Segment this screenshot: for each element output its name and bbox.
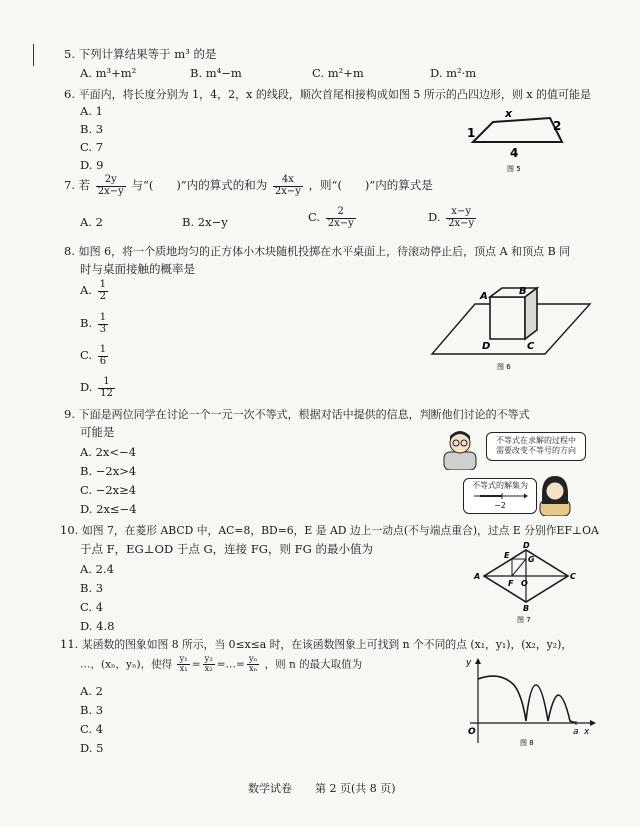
label-O: O (468, 727, 476, 737)
q9-option-b: B. −2x>4 (80, 464, 137, 478)
student-boy-icon (440, 428, 480, 470)
q5-stem (64, 46, 216, 62)
caption-fig7: 图 7 (517, 616, 531, 624)
q11-text-1: 某函数的图象如图 8 所示，当 0≤x≤a 时，在该函数图象上可找到 n 个不同的点 (x₁，y₁)，(x₂，y₂)， (81, 638, 573, 651)
speech-bubble-2 (463, 478, 537, 514)
caption-fig5: 图 5 (507, 165, 521, 173)
q6-number: 6. (64, 87, 75, 101)
q7-mid: 与“( )”内的算式的和为 (131, 178, 268, 192)
q7-post: ，则“( )”内的算式是 (308, 178, 433, 192)
label-A: A (480, 291, 488, 302)
q11-option-d: D. 5 (80, 741, 104, 755)
q6-text: 平面内，将长度分别为 1，4，2，x 的线段，顺次首尾相接构成如图 5 所示的凸四边形，则 x 的值可能是 (78, 88, 592, 101)
q7-frac2-den: 2x−y (274, 185, 301, 197)
q5-text: 下列计算结果等于 m³ 的是 (78, 47, 217, 61)
label-x: x (584, 727, 590, 737)
q11-line1 (60, 637, 572, 652)
q8-opt-c-den: 6 (99, 355, 107, 367)
q8-opt-c-num: 1 (99, 344, 107, 355)
q10-text-1: 如图 7，在菱形 ABCD 中，AC=8，BD=6，E 是 AD 边上一动点(不与端点重合)，过点 E 分别作EF⊥OA (81, 524, 599, 537)
q9-number: 9. (64, 407, 75, 421)
x-axis-arrow (590, 720, 596, 726)
q11-line2: …，(xₙ，yₙ)，使得 $\frac{\text{y₁}}{\text{x₁}}$ = $\frac{\text{y₂}}{\text{x₂}}$ =…= $\frac{\text{yₙ}}{\text{xₙ}}$ ，则 n 的最大取值为 (80, 654, 363, 674)
q8-opt-b-den: 3 (99, 323, 107, 335)
q9-option-c: C. −2x≥4 (80, 483, 137, 497)
q10-line1 (60, 523, 599, 538)
q5-option-a: A. m³+m² (80, 66, 137, 80)
q8-opt-c-label: C. (80, 348, 93, 362)
q8-text-1: 如图 6，将一个质地均匀的正方体小木块随机投掷在水平桌面上，待滚动停止后，顶点 A 和顶点 B 同 (78, 245, 571, 258)
q7-option-a: A. 2 (80, 215, 103, 229)
q9-line1 (64, 406, 530, 422)
q7-pre: 若 (78, 178, 91, 192)
q8-opt-d-den: 12 (100, 387, 113, 399)
label-C: C (570, 572, 576, 581)
label-y: y (466, 658, 472, 668)
q8-opt-c-frac (98, 345, 108, 367)
q8-opt-a-den: 2 (99, 290, 106, 302)
q11-frac-3 (247, 655, 259, 674)
q8-opt-a-frac (98, 280, 108, 302)
q6-stem (64, 86, 591, 102)
label-G: G (528, 555, 535, 564)
figure-5 (455, 105, 585, 175)
label-2: 2 (553, 119, 562, 133)
q8-opt-d-frac (98, 377, 115, 399)
q5-option-d: D. m²·m (430, 66, 477, 80)
label-D: D (523, 541, 530, 550)
q11-frac2-den: x₂ (204, 663, 213, 674)
q7-fraction-1 (96, 175, 126, 197)
q11-frac-2 (203, 655, 215, 674)
q10-option-c: C. 4 (80, 600, 104, 614)
label-A: A (474, 572, 481, 581)
q7-stem (64, 175, 433, 197)
q5-number: 5. (64, 47, 75, 61)
q8-number: 8. (64, 244, 75, 258)
q10-line2: 于点 F，EG⊥OD 于点 G，连接 FG，则 FG 的最小值为 (80, 542, 373, 556)
y-axis-arrow (475, 658, 481, 664)
bubble1-line2: 需要改变不等号的方向 (496, 446, 576, 456)
bubble1-line1: 不等式在求解的过程中 (496, 436, 576, 445)
label-D: D (482, 341, 491, 352)
margin-mark (33, 44, 34, 66)
q11-option-c: C. 4 (80, 722, 104, 736)
footer-subject: 数学试卷 (248, 782, 292, 795)
q5-option-b: B. m⁴−m (190, 66, 242, 80)
q6-option-b: B. 3 (80, 122, 104, 136)
q11-frac3-den: xₙ (248, 663, 258, 674)
bubble2-title: 不等式的解集为 (472, 481, 528, 490)
cube-front (490, 297, 525, 339)
q7-opt-d-den: 2x−y (448, 217, 475, 229)
q8-opt-a-label: A. (80, 283, 92, 297)
q11-frac2-num: y₂ (204, 654, 213, 664)
quadrilateral (473, 118, 562, 142)
label-C: C (527, 341, 535, 352)
q11-option-b: B. 3 (80, 703, 104, 717)
q7-opt-c-den: 2x−y (327, 217, 354, 229)
q9-line2: 可能是 (80, 425, 115, 439)
q7-opt-c-num: 2 (326, 207, 356, 219)
q7-option-c (308, 207, 358, 229)
caption-fig8: 图 8 (520, 739, 534, 747)
q7-frac2-num: 4x (273, 175, 303, 187)
q10-option-a: A. 2.4 (80, 562, 114, 576)
label-x: x (505, 107, 513, 120)
q7-opt-d-num: x−y (446, 207, 476, 219)
q7-opt-d-label: D. (428, 210, 441, 224)
q11-line2-pre: …，(xₙ，yₙ)，使得 (80, 658, 173, 671)
label-1: 1 (467, 126, 476, 140)
q6-option-d: D. 9 (80, 158, 104, 172)
q8-option-c (80, 345, 110, 367)
q8-option-a (80, 280, 110, 302)
q8-opt-b-num: 1 (99, 312, 107, 323)
q10-option-d: D. 4.8 (80, 619, 115, 633)
q7-option-d (428, 207, 478, 229)
q7-number: 7. (64, 178, 75, 192)
student-girl-icon (535, 474, 575, 516)
q8-opt-a-num: 1 (99, 279, 106, 290)
figure-8 (460, 655, 600, 755)
q11-line2-post: ，则 n 的最大取值为 (264, 658, 363, 671)
q8-line1 (64, 243, 570, 259)
label-E: E (504, 551, 510, 560)
q11-option-a: A. 2 (80, 684, 103, 698)
q9-option-a: A. 2x<−4 (80, 445, 137, 459)
q10-option-b: B. 3 (80, 581, 104, 595)
q8-option-d (80, 377, 117, 399)
function-curve (478, 676, 576, 723)
q8-opt-d-num: 1 (98, 377, 115, 389)
q6-option-c: C. 7 (80, 140, 104, 154)
q11-number: 11. (60, 637, 79, 651)
label-F: F (508, 579, 514, 588)
footer (248, 780, 396, 796)
segment-FG (512, 559, 526, 576)
q8-opt-b-frac (98, 313, 108, 335)
q7-frac1-num: 2y (96, 175, 126, 187)
q11-frac1-den: x₁ (179, 663, 188, 674)
q6-option-a: A. 1 (80, 104, 103, 118)
label-a: a (573, 727, 579, 737)
q11-frac3-num: yₙ (248, 654, 258, 664)
figure-7 (470, 540, 580, 626)
q7-option-b: B. 2x−y (182, 215, 228, 229)
label-4: 4 (510, 146, 519, 160)
caption-fig6: 图 6 (497, 363, 511, 371)
q11-frac-1 (177, 655, 189, 674)
q8-opt-b-label: B. (80, 316, 93, 330)
speech-bubble-1 (486, 432, 586, 461)
q9-option-d: D. 2x≤−4 (80, 502, 137, 516)
cube-side (525, 288, 537, 339)
q7-fraction-2 (273, 175, 303, 197)
q7-opt-c-label: C. (308, 210, 321, 224)
q11-dots: =…= (216, 658, 245, 671)
footer-page: 第 2 页(共 8 页) (315, 782, 396, 795)
label-B: B (519, 286, 527, 297)
q8-line2: 时与桌面接触的概率是 (80, 262, 195, 276)
q11-frac1-num: y₁ (179, 654, 188, 664)
q7-opt-d-frac (446, 207, 476, 229)
q7-opt-c-frac (326, 207, 356, 229)
q9-text-1: 下面是两位同学在讨论一个一元一次不等式，根据对话中提供的信息，判断他们讨论的不等式 (78, 408, 530, 421)
q10-number: 10. (60, 523, 79, 537)
figure-6 (430, 282, 595, 377)
label-O: O (521, 579, 528, 588)
q8-option-b (80, 313, 110, 335)
bubble2-value: −2 (494, 501, 506, 511)
label-B: B (523, 604, 530, 613)
q8-opt-d-label: D. (80, 380, 93, 394)
q7-frac1-den: 2x−y (97, 185, 124, 197)
q5-option-c: C. m²+m (312, 66, 364, 80)
